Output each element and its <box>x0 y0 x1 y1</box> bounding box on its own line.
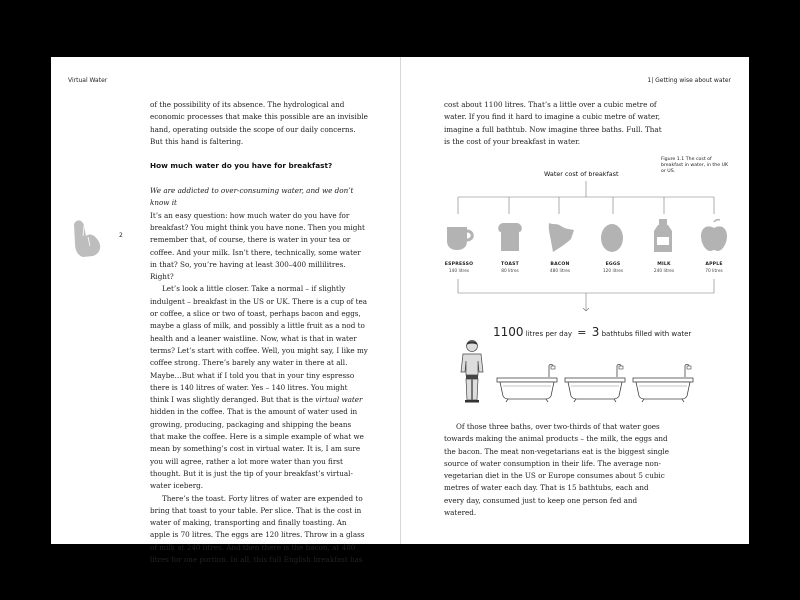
bathtub-icon <box>631 363 695 403</box>
paragraph: It’s an easy question: how much water do you have for breakfast? You might think you have none. Then you might remember that, of course, there is water in your tea or coffee. And your milk. Isn’t there, technically, some water in that? So, you’re having at least 300–400 millilitres. Right? <box>150 210 365 282</box>
summary-amount-unit: litres per day <box>525 330 573 338</box>
right-page <box>401 57 749 544</box>
right-page-bottom-text <box>444 421 670 519</box>
section-heading: How much water do you have for breakfast? <box>150 161 333 171</box>
toast-icon <box>497 222 523 252</box>
paragraph: of the possibility of its absence. The hydrological and economic processes that make this possible are an invisible hand, operating outside the scope of our daily concerns. But this hand is faltering. <box>150 100 368 146</box>
running-head-left: Virtual Water <box>68 77 108 84</box>
water-drop-hand-icon <box>71 216 103 258</box>
item-name-toast: TOAST <box>501 262 519 267</box>
item-value-bacon: 480 litres <box>549 269 571 274</box>
summary-bath-text: bathtubs filled with water <box>601 330 692 338</box>
item-name-milk: MILK <box>657 262 671 267</box>
bacon-icon <box>547 221 577 253</box>
left-page <box>51 57 400 564</box>
espresso-cup-icon <box>445 224 475 252</box>
item-value-espresso: 140 litres <box>448 269 470 274</box>
item-name-eggs: EGGS <box>605 262 621 267</box>
paragraph: Of those three baths, over two-thirds of that water goes towards making the animal products – the milk, the eggs and the bacon. The meat non-vegetarians eat is the biggest single source of water consumption in their life. The average non-vegetarian diet in the US or Europe consumes about 5 cubic metres of water each day. That is 15 bathtubs, each and every day, consumed just to keep one person fed and watered. <box>444 422 669 518</box>
summary-bath-count: 3 <box>591 325 600 339</box>
bathtub-icon <box>495 363 559 403</box>
item-name-apple: APPLE <box>705 262 723 267</box>
item-value-milk: 240 litres <box>653 269 675 274</box>
figure-title: Water cost of breakfast <box>544 170 619 178</box>
summary-equals: = <box>577 326 587 339</box>
apple-icon <box>700 219 728 252</box>
bathtub-icon <box>563 363 627 403</box>
paragraph: There’s the toast. Forty litres of water are expended to bring that toast to your table. Per slice. That is the cost in water of making, transporting and finally toasting. An apple is 70 litres. The eggs are 120 litres. Throw in a glass of milk at 240 litres. And then there is the bacon, at 480 litres for one portion. In all, this full English breakfast has <box>150 493 365 564</box>
milk-bottle-icon <box>652 218 674 253</box>
summary-amount: 1100 <box>493 325 524 339</box>
chapter-number: 1| <box>647 77 654 84</box>
page-number-left: 2 <box>119 232 123 239</box>
summary-line <box>493 325 691 339</box>
paragraph: Let’s look a little closer. Take a normal – if slightly indulgent – breakfast in the US or UK. There is a cup of tea or coffee, a slice or two of toast, perhaps bacon and eggs, maybe a glass of milk, and possibly a little fruit as a nod to health and a leaner waistline. Now, what is that in water terms? Let’s start with coffee. Well, you might say, I like my coffee strong. There’s barely any water in there at all. Maybe…But what if I told you that in your tiny espresso there is 140 litres of water. Yes – 140 litres. You might think I was slightly deranged. But that is the virtual water hidden in the coffee. That is the amount of water used in growing, producing, packaging and shipping the beans that make the coffee. Here is a simple example of what we mean by something’s cost in virtual water. It is, I am sure you will agree, rather a lot more water than you first thought. But it is just the tip of your breakfast’s virtual-water iceberg. <box>150 284 368 491</box>
item-name-espresso: ESPRESSO <box>444 262 474 267</box>
left-page-body <box>150 99 368 566</box>
chapter-title: Getting wise about water <box>655 77 731 84</box>
item-value-eggs: 120 litres <box>602 269 624 274</box>
virtual-water-term: virtual water <box>315 395 363 405</box>
person-icon <box>459 339 485 403</box>
figure-caption: Figure 1.1 The cost of breakfast in water, in the UK or US. <box>661 157 729 174</box>
item-name-bacon: BACON <box>550 262 570 267</box>
egg-icon <box>600 221 624 253</box>
item-value-apple: 70 litres <box>705 269 723 274</box>
paragraph: cost about 1100 litres. That’s a little over a cubic metre of water. If you find it hard to imagine a cubic metre of water, imagine a full bathtub. Now imagine three baths. Full. That is the cost of your breakfast in water. <box>444 100 662 146</box>
standfirst: We are addicted to over-consuming water, and we don’t know it <box>150 186 354 208</box>
item-value-toast: 80 litres <box>501 269 519 274</box>
